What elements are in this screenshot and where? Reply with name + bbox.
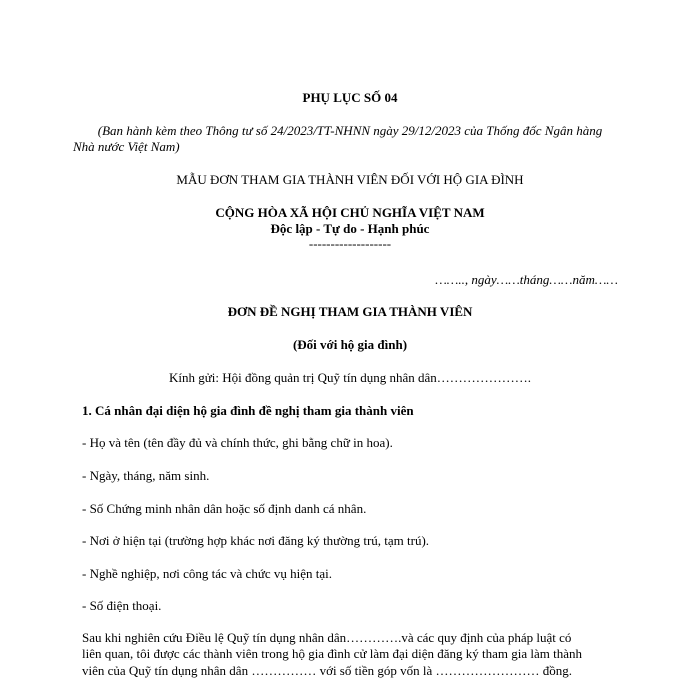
appendix-title: PHỤ LỤC SỐ 04	[302, 90, 398, 105]
paragraph-line-1: Sau khi nghiên cứu Điều lệ Quỹ tín dụng nhân dân………….và các quy định của pháp luật có	[82, 630, 572, 645]
section-1-item: - Nghề nghiệp, nơi công tác và chức vụ hiện tại.	[82, 566, 333, 581]
section-1-item: - Nơi ở hiện tại (trường hợp khác nơi đăng ký thường trú, tạm trú).	[82, 533, 430, 548]
application-title: ĐƠN ĐỀ NGHỊ THAM GIA THÀNH VIÊN	[227, 304, 473, 319]
section-1-item: - Họ và tên (tên đầy đủ và chính thức, ghi bằng chữ in hoa).	[82, 435, 393, 450]
national-separator: -------------------	[308, 236, 392, 251]
issued-note-line-1: (Ban hành kèm theo Thông tư số 24/2023/TT-NHNN ngày 29/12/2023 của Thống đốc Ngân hàng	[97, 123, 603, 138]
paragraph-line-3: viên của Quỹ tín dụng nhân dân …………… với số tiền góp vốn là …………………… đồng.	[82, 663, 572, 678]
paragraph-line-2: liên quan, tôi được các thành viên trong hộ gia đình cử làm đại diện đăng ký tham gia làm thành	[82, 646, 583, 661]
section-1-heading: 1. Cá nhân đại diện hộ gia đình đề nghị tham gia thành viên	[82, 403, 414, 418]
application-subtitle: (Đối với hộ gia đình)	[292, 337, 408, 352]
national-motto: Độc lập - Tự do - Hạnh phúc	[270, 221, 430, 236]
recipient-line: Kính gửi: Hội đồng quản trị Quỹ tín dụng nhân dân………………….	[169, 370, 531, 385]
section-1-item: - Ngày, tháng, năm sinh.	[82, 468, 210, 483]
issued-note-line-2	[0, 139, 700, 155]
issued-note-line-2-text: Nhà nước Việt Nam)	[73, 139, 180, 154]
section-1-item: - Số điện thoại.	[82, 598, 162, 613]
national-name: CỘNG HÒA XÃ HỘI CHỦ NGHĨA VIỆT NAM	[215, 205, 485, 220]
date-line: …….., ngày……tháng……năm……	[435, 272, 618, 287]
section-1-item: - Số Chứng minh nhân dân hoặc số định danh cá nhân.	[82, 501, 367, 516]
form-title: MẪU ĐƠN THAM GIA THÀNH VIÊN ĐỐI VỚI HỘ GIA ĐÌNH	[176, 172, 524, 187]
